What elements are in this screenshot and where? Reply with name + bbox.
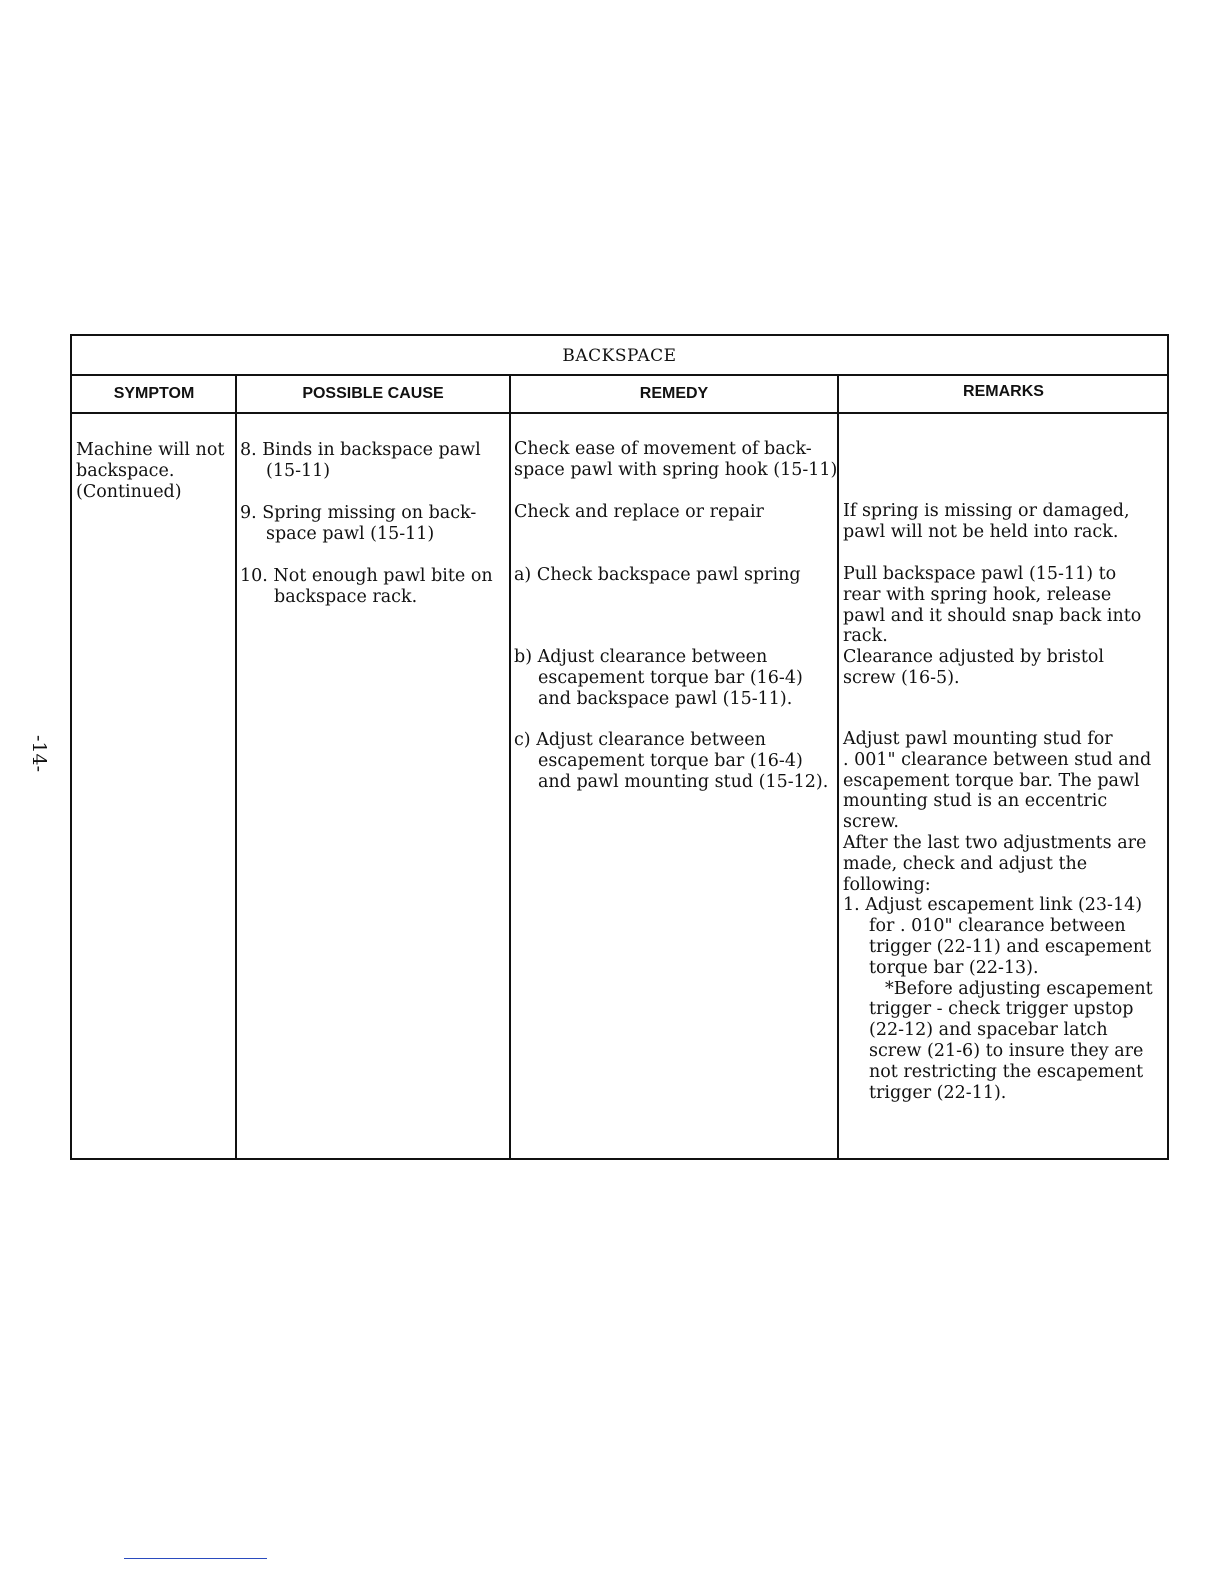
remark-line: made, check and adjust the	[843, 853, 1088, 874]
remedy-line: c) Adjust clearance between	[514, 730, 766, 750]
remark-item-9	[843, 501, 1130, 543]
column-divider	[837, 374, 839, 1158]
remark-line: (22-12) and spacebar latch	[869, 1020, 1108, 1041]
remedy-line: a) Check backspace pawl spring	[514, 565, 801, 585]
remedy-item-a	[514, 565, 801, 586]
cause-line: 8. Binds in backspace pawl	[240, 440, 481, 460]
remark-line: for . 010" clearance between	[869, 916, 1126, 937]
cause-item-8	[240, 440, 481, 482]
troubleshooting-table	[70, 334, 1169, 1160]
header-possible-cause: POSSIBLE CAUSE	[302, 385, 444, 402]
cause-item-9	[240, 503, 476, 545]
remedy-item-c	[514, 730, 828, 792]
remark-line: After the last two adjustments are	[843, 832, 1147, 853]
remark-line: mounting stud is an eccentric	[843, 791, 1108, 812]
remark-line: . 001" clearance between stud and	[843, 749, 1152, 770]
remark-line: trigger (22-11).	[869, 1082, 1007, 1103]
header-remedy: REMEDY	[639, 385, 709, 402]
remark-line: screw (16-5).	[843, 667, 960, 688]
remark-item-a	[843, 564, 1141, 689]
remark-line: If spring is missing or damaged,	[843, 501, 1130, 521]
cause-line: (15-11)	[266, 460, 331, 481]
symptom-line: backspace.	[76, 460, 175, 481]
header-symptom: SYMPTOM	[113, 385, 195, 402]
cause-line: 9. Spring missing on back-	[240, 503, 477, 523]
header-remarks: REMARKS	[963, 383, 1044, 400]
remark-line: not restricting the escapement	[869, 1061, 1144, 1082]
cause-line: 10. Not enough pawl bite on	[240, 566, 493, 586]
remark-line: pawl will not be held into rack.	[843, 521, 1119, 542]
symptom-cell	[76, 440, 224, 502]
remark-item-c	[843, 729, 1153, 1103]
remark-line: following:	[843, 874, 931, 895]
remark-line: Adjust pawl mounting stud for	[843, 729, 1113, 749]
footer-rule	[124, 1558, 267, 1559]
remark-line: 1. Adjust escapement link (23-14)	[843, 895, 1143, 916]
cause-item-10	[240, 566, 493, 608]
column-divider	[235, 374, 237, 1158]
remark-line: rear with spring hook, release	[843, 584, 1112, 605]
table-title: BACKSPACE	[72, 336, 1167, 376]
remedy-item-b	[514, 647, 803, 709]
remedy-line: b) Adjust clearance between	[514, 647, 768, 667]
remedy-line: escapement torque bar (16-4)	[538, 750, 803, 771]
cause-line: backspace rack.	[274, 586, 418, 607]
remark-line: screw (21-6) to insure they are	[869, 1040, 1144, 1061]
remark-line: pawl and it should snap back into	[843, 605, 1142, 626]
symptom-line: (Continued)	[76, 481, 182, 502]
remedy-line: Check ease of movement of back-	[514, 439, 812, 459]
remark-line: trigger - check trigger upstop	[869, 999, 1134, 1020]
remedy-line: Check and replace or repair	[514, 502, 764, 522]
remark-line: escapement torque bar. The pawl	[843, 770, 1140, 791]
remark-line: rack.	[843, 626, 888, 647]
remark-line: trigger (22-11) and escapement	[869, 936, 1152, 957]
remark-line: screw.	[843, 812, 899, 833]
page-number: -14-	[28, 735, 50, 773]
cause-line: space pawl (15-11)	[266, 523, 435, 544]
column-divider	[509, 374, 511, 1158]
remedy-line: escapement torque bar (16-4)	[538, 667, 803, 688]
symptom-line: Machine will not	[76, 440, 225, 460]
remark-line: torque bar (22-13).	[869, 957, 1039, 978]
remedy-line: and backspace pawl (15-11).	[538, 688, 793, 709]
remedy-item-9	[514, 502, 764, 523]
remark-line: *Before adjusting escapement	[885, 978, 1153, 999]
remedy-line: and pawl mounting stud (15-12).	[538, 771, 829, 792]
remedy-item-8	[514, 439, 837, 481]
remark-line: Pull backspace pawl (15-11) to	[843, 564, 1117, 584]
remedy-line: space pawl with spring hook (15-11)	[514, 459, 838, 480]
remark-line: Clearance adjusted by bristol	[843, 647, 1104, 668]
